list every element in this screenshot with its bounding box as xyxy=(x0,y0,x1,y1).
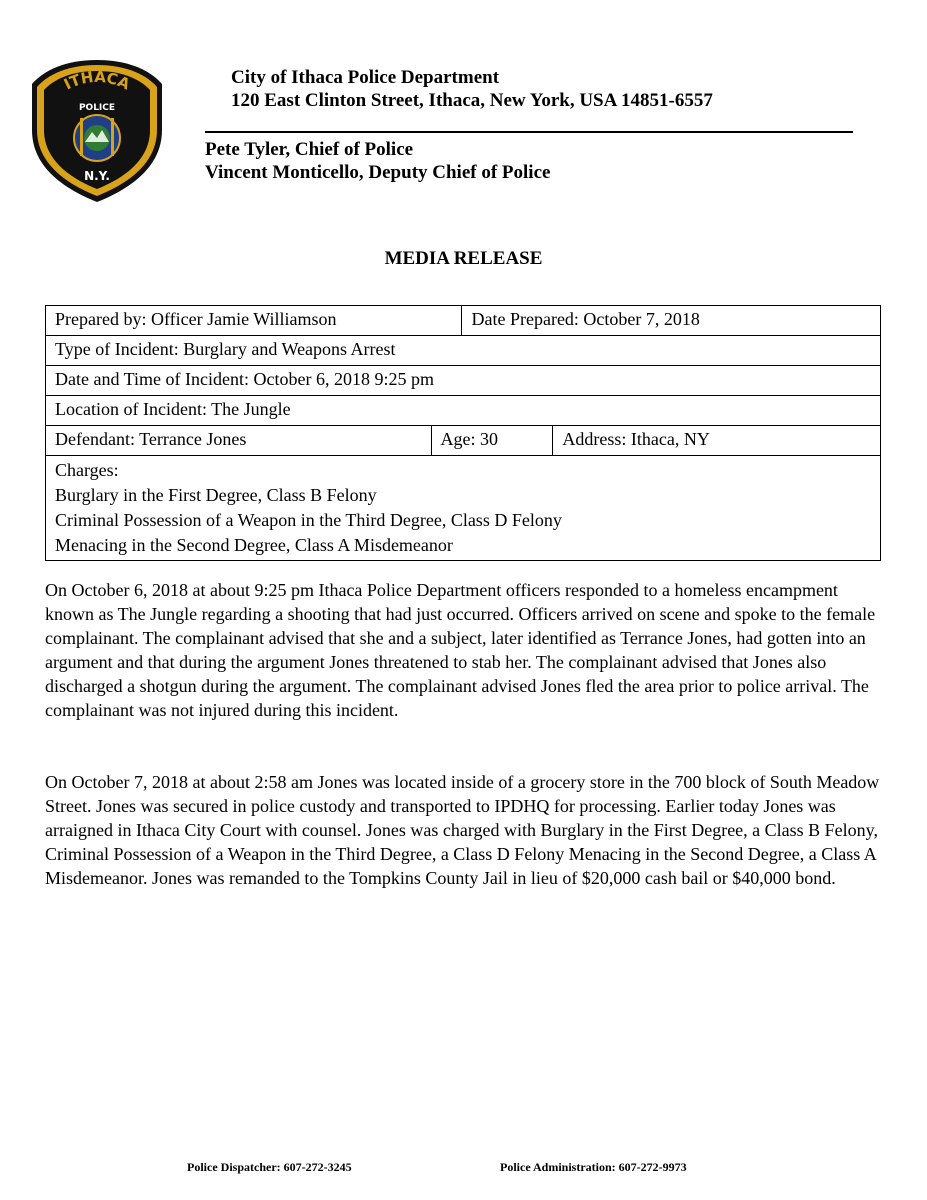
incident-type-cell: Type of Incident: Burglary and Weapons Arrest xyxy=(46,336,881,366)
table-row xyxy=(46,396,881,426)
department-name: City of Ithaca Police Department xyxy=(231,67,500,88)
document-title: MEDIA RELEASE xyxy=(384,248,543,269)
date-prepared-cell: Date Prepared: October 7, 2018 xyxy=(462,306,881,336)
badge-label-text: POLICE xyxy=(78,103,116,113)
charge-item: Burglary in the First Degree, Class B Felony xyxy=(55,485,377,505)
badge-top-text: ITHACA xyxy=(60,67,133,94)
police-badge-logo xyxy=(30,58,164,204)
officials xyxy=(205,138,550,184)
charges-label: Charges: xyxy=(55,460,119,480)
table-row xyxy=(46,366,881,396)
charges-cell xyxy=(46,456,881,561)
charge-item: Menacing in the Second Degree, Class A Misdemeanor xyxy=(55,535,453,555)
defendant-cell: Defendant: Terrance Jones xyxy=(46,426,432,456)
charge-item: Criminal Possession of a Weapon in the Third Degree, Class D Felony xyxy=(55,510,562,530)
table-row xyxy=(46,426,881,456)
deputy-chief-name: Vincent Monticello, Deputy Chief of Police xyxy=(205,162,551,183)
age-cell: Age: 30 xyxy=(431,426,553,456)
prepared-by-cell: Prepared by: Officer Jamie Williamson xyxy=(46,306,462,336)
footer-dispatcher: Police Dispatcher: 607-272-3245 xyxy=(187,1160,352,1174)
body-paragraph-2: On October 7, 2018 at about 2:58 am Jones was located inside of a grocery store in the 700 block of South Meadow Street. Jones was secured in police custody and transported to IPDHQ for processing. Earlier today Jones was arraigned in Ithaca City Court with counsel. Jones was charged with Burglary in the First Degree, a Class B Felony, Criminal Possession of a Weapon in the Third Degree, a Class D Felony Menacing in the Second Degree, a Class A Misdemeanor. Jones was remanded to the Tompkins County Jail in lieu of $20,000 cash bail or $40,000 bond. xyxy=(45,772,880,888)
table-row xyxy=(46,336,881,366)
body-paragraph-1: On October 6, 2018 at about 9:25 pm Ithaca Police Department officers responded to a homeless encampment known as The Jungle regarding a shooting that had just occurred. Officers arrived on scene and spoke to the female complainant. The complainant advised that she and a subject, later identified as Terrance Jones, had gotten into an argument and that during the argument Jones threatened to stab her. The complainant advised that Jones also discharged a shotgun during the argument. The complainant advised Jones fled the area prior to police arrival. The complainant was not injured during this incident. xyxy=(45,580,876,720)
incident-info-table xyxy=(45,305,881,561)
letterhead-rule xyxy=(205,131,853,133)
department-address: 120 East Clinton Street, Ithaca, New York, USA 14851-6557 xyxy=(231,90,713,111)
chief-name: Pete Tyler, Chief of Police xyxy=(205,139,414,160)
letterhead xyxy=(231,66,713,112)
location-cell: Location of Incident: The Jungle xyxy=(46,396,881,426)
incident-datetime-cell: Date and Time of Incident: October 6, 2018 9:25 pm xyxy=(46,366,881,396)
table-row xyxy=(46,456,881,561)
table-row xyxy=(46,306,881,336)
footer-administration: Police Administration: 607-272-9973 xyxy=(500,1160,687,1174)
defendant-address-cell: Address: Ithaca, NY xyxy=(553,426,881,456)
badge-bottom-text: N.Y. xyxy=(84,169,110,183)
